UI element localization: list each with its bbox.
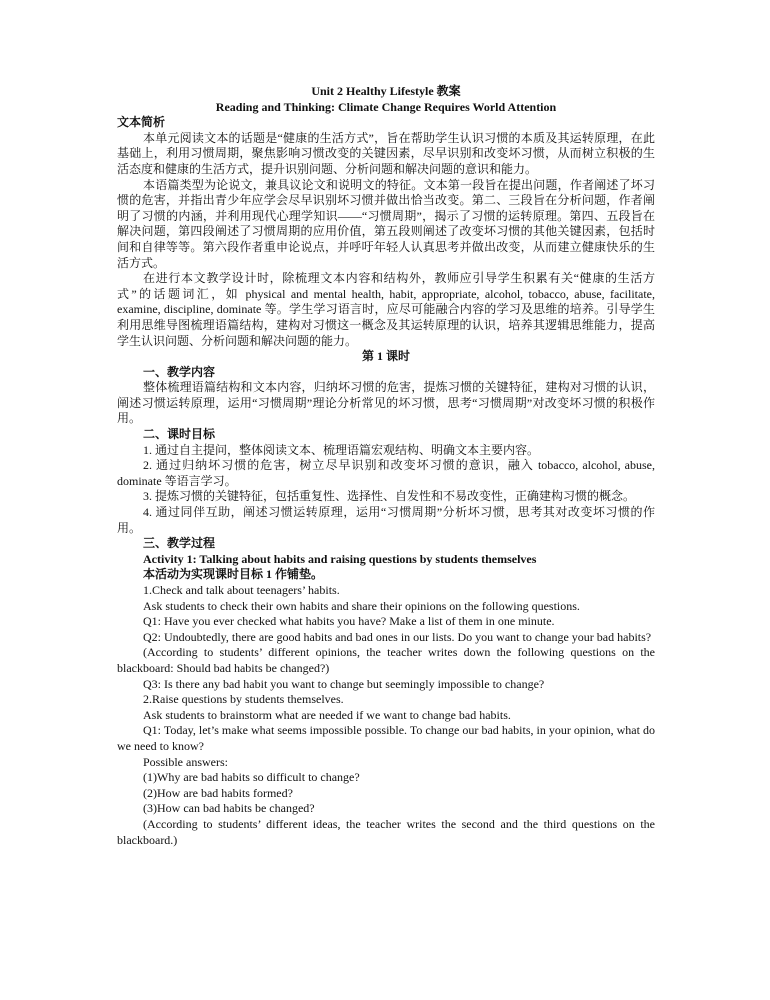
paragraph-3: 在进行本文教学设计时，除梳理文本内容和结构外，教师应引导学生积累有关“健康的生活方式”的话题词汇，如 physical and mental health, habit, appropriate, alcohol, tobacco, abuse, facilitate, examine, discipline, dominate 等。学生学习语言时，应尽可能融合内容的学习及思维的培养。引导学生利用思维导图梳理语篇结构，建构对习惯这一概念及其运转原理的认识，培养其逻辑思维能力，提高学生认识问题、分析问题和解决问题的能力。 (117, 271, 655, 348)
heading-content: 一、教学内容 (143, 364, 216, 379)
question-1: Q1: Have you ever checked what habits you have? Make a list of them in one minute. (143, 614, 555, 629)
step-1: 1.Check and talk about teenagers’ habits. (143, 583, 340, 597)
answer-1: (1)Why are bad habits so difficult to change? (143, 770, 360, 785)
question-3: Q3: Is there any bad habit you want to change but seemingly impossible to change? (143, 676, 545, 691)
section-heading-text-analysis: 文本简析 (117, 115, 166, 130)
paragraph-content: 整体梳理语篇结构和文本内容，归纳坏习惯的危害，提炼习惯的关键特征，建构对习惯的认识，阐述习惯运转原理，运用“习惯周期”理论分析常见的坏习惯，思考“习惯周期”对改变坏习惯的积极作用。 (117, 380, 655, 426)
lesson-heading: 第 1 课时 (361, 349, 410, 364)
paragraph-1: 本单元阅读文本的话题是“健康的生活方式”，旨在帮助学生认识习惯的本质及其运转原理，在此基础上，利用习惯周期，聚焦影响习惯改变的关键因素，尽早识别和改变坏习惯，从而树立积极的生活态度和健康的生活方式，提升识别问题、分析问题和解决问题的意识和能力。 (117, 130, 655, 176)
question-1b: Q1: Today, let’s make what seems impossible possible. To change our bad habits, in your opinion, what do we need to know? (117, 723, 655, 753)
step-2: 2.Raise questions by students themselves. (143, 692, 344, 707)
step-1-desc: Ask students to check their own habits and share their opinions on the following questions. (143, 598, 580, 613)
goal-4: 4. 通过同伴互助，阐述习惯运转原理，运用“习惯周期”分析坏习惯，思考其对改变坏习惯的作用。 (117, 505, 655, 535)
answer-2: (2)How are bad habits formed? (143, 785, 293, 800)
activity-1-title: Activity 1: Talking about habits and raising questions by students themselves (143, 551, 537, 566)
question-2-note: (According to students’ different opinions, the teacher writes down the following questions on the blackboard: Should bad habits be changed?) (117, 645, 655, 675)
question-2: Q2: Undoubtedly, there are good habits and bad ones in our lists. Do you want to change your bad habits? (143, 629, 652, 644)
heading-process: 三、教学过程 (143, 536, 216, 551)
goal-2: 2. 通过归纳坏习惯的危害，树立尽早识别和改变坏习惯的意识，融入 tobacco, alcohol, abuse, dominate 等语言学习。 (117, 458, 655, 488)
paragraph-2: 本语篇类型为论说文，兼具议论文和说明文的特征。文本第一段旨在提出问题，作者阐述了坏习惯的危害，并指出青少年应学会尽早识别坏习惯并做出恰当改变。第二、三段旨在分析问题，作者阐明了习惯的内涵，并利用现代心理学知识——“习惯周期”，揭示了习惯的运转原理。第四、五段旨在解决问题，第四段阐述了习惯周期的应用价值，第五段则阐述了改变坏习惯的其他关键因素，包括时间和自律等等。第六段作者重申论说点，并呼吁年轻人认真思考并做出改变，从而建立健康快乐的生活方式。 (117, 177, 655, 270)
goal-3: 3. 提炼习惯的关键特征，包括重复性、选择性、自发性和不易改变性，正确建构习惯的概念。 (143, 489, 636, 504)
document-body (117, 84, 655, 848)
activity-1-note: 本活动为实现课时目标 1 作铺垫。 (143, 567, 324, 582)
doc-subtitle: Reading and Thinking: Climate Change Requires World Attention (215, 99, 557, 114)
goal-1: 1. 通过自主提问，整体阅读文本、梳理语篇宏观结构、明确文本主要内容。 (143, 442, 540, 457)
possible-answers-label: Possible answers: (143, 754, 228, 769)
doc-title: Unit 2 Healthy Lifestyle 教案 (311, 84, 461, 98)
final-note: (According to students’ different ideas, the teacher writes the second and the third questions on the blackboard.) (117, 816, 655, 847)
heading-goals: 二、课时目标 (143, 427, 216, 442)
answer-3: (3)How can bad habits be changed? (143, 801, 315, 816)
step-2-desc: Ask students to brainstorm what are needed if we want to change bad habits. (143, 707, 511, 722)
